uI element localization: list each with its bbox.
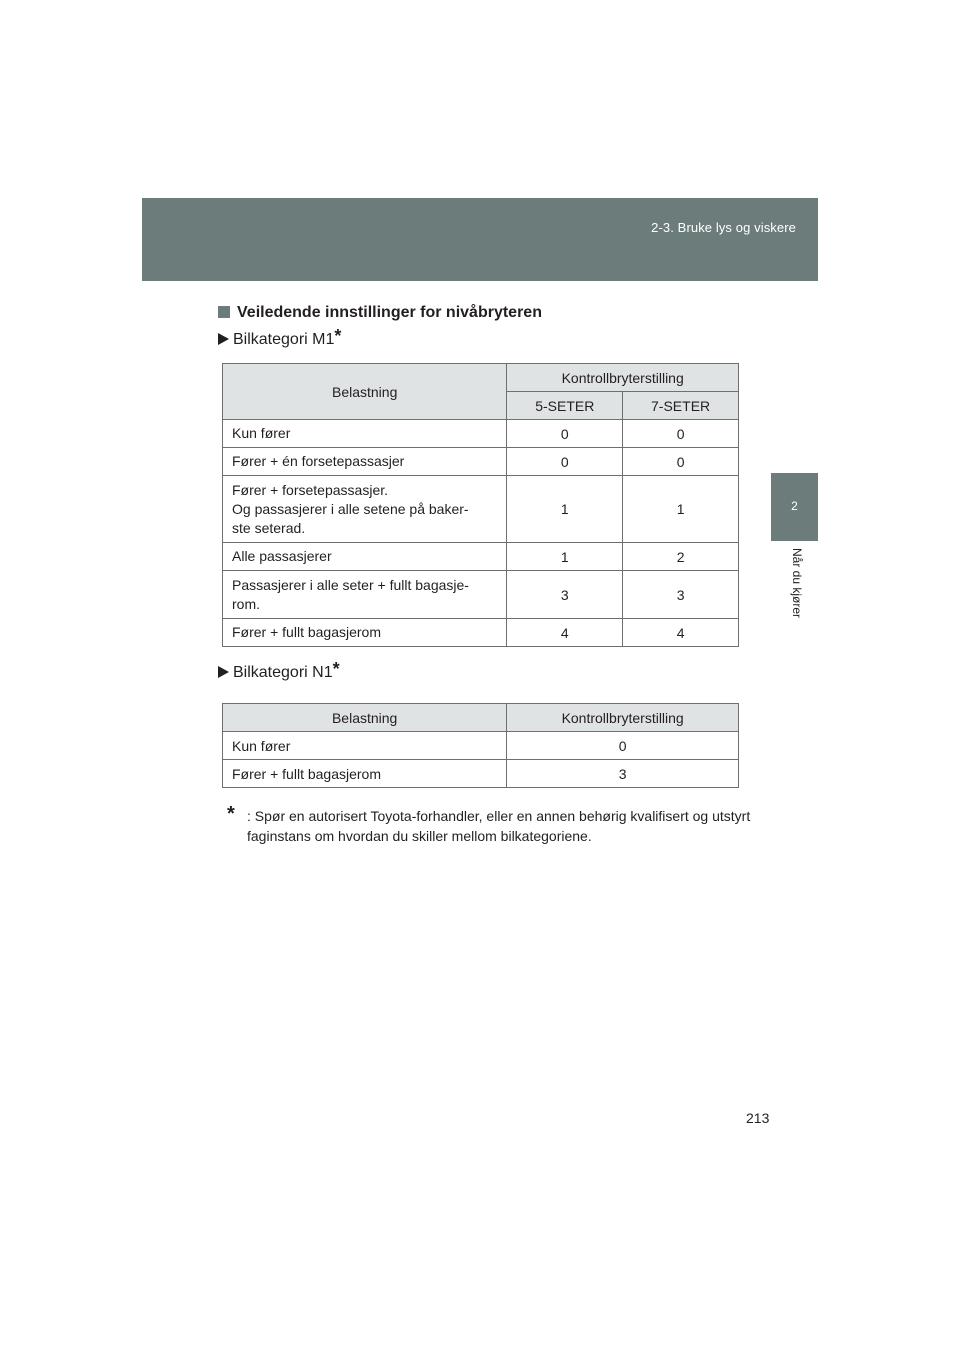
footnote (227, 803, 757, 846)
page-number: 213 (746, 1110, 770, 1126)
table-row (223, 760, 739, 788)
value-cell: 3 (507, 760, 739, 788)
value-5-seats-cell: 3 (507, 571, 623, 619)
chapter-side-label: Når du kjører (790, 548, 804, 619)
section-heading-text: Veiledende innstillinger for nivåbryteren (237, 304, 542, 321)
value-5-seats-cell: 0 (507, 448, 623, 476)
category-n1-label: Bilkategori N1 (233, 664, 333, 681)
value-7-seats-cell: 4 (623, 619, 739, 647)
triangle-bullet-icon (218, 333, 229, 345)
value-cell: 0 (507, 732, 739, 760)
table-row (223, 619, 739, 647)
load-cell: Fører + forsetepassasjer. Og passasjerer i alle setene på baker- ste seterad. (223, 476, 507, 543)
table-header-load: Belastning (223, 704, 507, 732)
table-row (223, 476, 739, 543)
value-5-seats-cell: 1 (507, 543, 623, 571)
value-5-seats-cell: 0 (507, 420, 623, 448)
category-n1-heading (218, 659, 340, 682)
footnote-text: : Spør en autorisert Toyota-forhandler, eller en annen behørig kvalifisert og utstyrt faginstans om hvordan du skiller mellom bilkategoriene. (247, 808, 751, 844)
load-cell: Fører + fullt bagasjerom (223, 760, 507, 788)
table-header-load: Belastning (223, 364, 507, 420)
table-header-setting: Kontrollbryterstilling (507, 704, 739, 732)
chapter-tab (771, 473, 818, 541)
chapter-title: 2-3. Bruke lys og viskere (651, 220, 796, 235)
value-7-seats-cell: 2 (623, 543, 739, 571)
value-7-seats-cell: 3 (623, 571, 739, 619)
value-5-seats-cell: 1 (507, 476, 623, 543)
load-cell: Fører + fullt bagasjerom (223, 619, 507, 647)
load-cell: Kun fører (223, 420, 507, 448)
value-7-seats-cell: 0 (623, 448, 739, 476)
footnote-star: * (332, 659, 340, 679)
load-cell: Fører + én forsetepassasjer (223, 448, 507, 476)
square-bullet-icon (218, 306, 230, 318)
section-heading (218, 304, 542, 322)
category-m1-label: Bilkategori M1 (233, 331, 335, 348)
table-header-7-seats: 7-SETER (623, 392, 739, 420)
triangle-bullet-icon (218, 666, 229, 678)
load-cell: Passasjerer i alle seter + fullt bagasje- rom. (223, 571, 507, 619)
table-row (223, 571, 739, 619)
table-row (223, 448, 739, 476)
value-5-seats-cell: 4 (507, 619, 623, 647)
load-cell: Kun fører (223, 732, 507, 760)
load-cell: Alle passasjerer (223, 543, 507, 571)
table-category-m1 (222, 363, 739, 647)
value-7-seats-cell: 1 (623, 476, 739, 543)
table-header-5-seats: 5-SETER (507, 392, 623, 420)
footnote-star: * (227, 803, 235, 825)
table-row (223, 543, 739, 571)
table-category-n1 (222, 703, 739, 788)
chapter-number: 2 (791, 499, 798, 513)
table-row (223, 732, 739, 760)
footnote-star: * (334, 326, 342, 346)
value-7-seats-cell: 0 (623, 420, 739, 448)
category-m1-heading (218, 326, 342, 349)
chapter-header (142, 198, 818, 281)
table-row (223, 420, 739, 448)
table-header-setting: Kontrollbryterstilling (507, 364, 739, 392)
